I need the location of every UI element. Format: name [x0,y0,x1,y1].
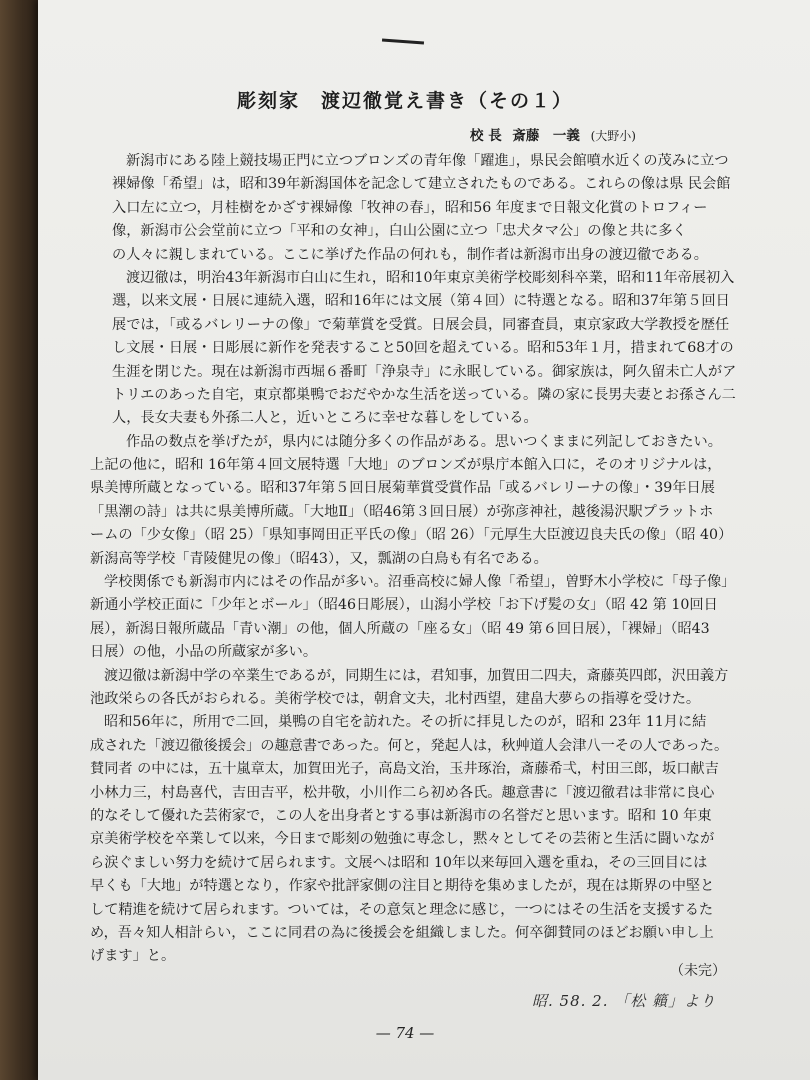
text-line: 渡辺徹は新潟中学の卒業生であるが，同期生には，君知事，加賀田二四夫，斎藤英四郎，沢田義方 [104,667,729,684]
text-line: 上記の他に，昭和 16年第４回文展特選「大地」のブロンズが県庁本館入口に，そのオリジナルは， [90,457,722,474]
author-line [470,124,642,144]
text-line: 県美博所蔵となっている。昭和37年第５回日展菊華賞受賞作品「或るバレリーナの像」・39年日展 [90,480,715,497]
text-line: げます」と。 [90,948,176,965]
text-line: 選，以来文展・日展に連続入選，昭和16年には文展（第４回）に特選となる。昭和37年第５回日 [112,293,730,310]
text-line: トリエのあった自宅，東京都巣鴨でおだやかな生活を送っている。隣の家に長男夫妻とお孫さん二 [112,386,736,403]
text-line: 生涯を閉じた。現在は新潟市西堀６番町「浄泉寺」に永眠している。御家族は，阿久留未亡人がア [112,363,737,380]
text-line: 裸婦像「希望」は，昭和39年新潟国体を記念して建立されたものである。これらの像は県 民会館 [112,176,731,193]
author-name: 斎藤 一義 [512,128,580,144]
author-school: (大野小) [590,129,636,143]
text-line: 成された「渡辺徹後援会」の趣意書であった。何と，発起人は，秋艸道人会津八一その人であった。 [90,737,729,754]
text-line: 像，新潟市公会堂前に立つ「平和の女神」，白山公園に立つ「忠犬タマ公」の像と共に多く [112,223,687,240]
text-line: 「黒潮の詩」は共に県美博所蔵。「大地Ⅱ」（昭46第３回日展）が弥彦神社，越後湯沢駅プラットホ [90,503,714,520]
text-line: め，吾々知人相計らい，ここに同君の為に後援会を組織しました。何卒御賛同のほどお願い申し上 [90,924,714,941]
text-line: ら涙ぐましい努力を続けて居られます。文展へは昭和 10年以来毎回入選を重ね，その三回目には [90,854,708,871]
text-line: 新潟高等学校「青陵健児の像」（昭43），又，瓢湖の白鳥も有名である。 [90,550,548,567]
text-line: 新通小学校正面に「少年とボール」（昭46日彫展），山潟小学校「お下げ髪の女」（昭 42 第 10回日 [90,597,718,614]
text-line: 池政栄らの各氏がおられる。美術学校では，朝倉文夫，北村西望，建畠大夢らの指導を受けた。 [90,690,701,707]
body-text [90,150,752,969]
text-line: 早くも「大地」が特選となり，作家や批評家側の注目と期待を集めましたが，現在は斯界の中堅と [90,878,715,895]
text-line: 京美術学校を卒業して以来，今日まで彫刻の勉強に専念し，黙々としてその芸術と生活に闘いなが [90,831,715,848]
text-line: 人，長女夫妻も外孫二人と，近いところに幸せな暮しをしている。 [112,410,538,427]
text-line: し文展・日展・日彫展に新作を発表すること50回を超えている。昭和53年１月，措まれて68才の [112,340,734,357]
text-line: 昭和56年に，所用で二回，巣鴨の自宅を訪れた。その折に拝見したのが，昭和 23年 11月に結 [104,714,707,731]
text-line: 作品の数点を挙げたが，県内には随分多くの作品がある。思いつくままに列記しておきたい。 [126,433,722,450]
text-line: 学校関係でも新潟市内にはその作品が多い。沼垂高校に婦人像「希望」，曽野木小学校に「母子像」 [104,574,736,591]
text-line: の人々に親しまれている。ここに挙げた作品の何れも，制作者は新潟市出身の渡辺徹である。 [112,246,708,263]
text-line: 的なそして優れた芸術家で，この人を出身者とする事は新潟市の名誉だと思います。昭和 10 年東 [90,807,712,824]
unfinished-note: （未完） [670,963,726,979]
text-line: して精進を続けて居られます。ついては，その意気と理念に感じ，一つにはその生活を支援するた [90,901,714,918]
text-line: 賛同者 の中には，五十嵐章太，加賀田光子，高島文治，玉井琢治，斎藤希弌，村田三郎，坂口献吉 [90,761,719,778]
text-line: 展），新潟日報所蔵品「青い潮」の他，個人所蔵の「座る女」（昭 49 第６回日展），「裸婦」（昭43 [90,620,710,637]
document-title: 彫刻家 渡辺徹覚え書き（その１） [236,90,573,112]
text-line: 展では，「或るバレリーナの像」で菊華賞を受賞。日展会員，同審査員，東京家政大学教授を歴任 [112,316,730,333]
text-line: 入口左に立つ，月桂樹をかざす裸婦像「牧神の春」，昭和56 年度まで日報文化賞のトロフィー [112,199,708,216]
text-line: 新潟市にある陸上競技場正門に立つブロンズの青年像「躍進」，県民会館噴水近くの茂みに立つ [126,153,729,169]
text-line: ームの「少女像」（昭 25）「県知事岡田正平氏の像」（昭 26）「元厚生大臣渡辺良夫氏の像」（昭 40） [90,527,733,544]
author-role: 校 長 [470,128,502,144]
text-line: 渡辺徹は，明治43年新潟市白山に生れ，昭和10年東京美術学校彫刻科卒業，昭和11年帝展初入 [126,269,735,286]
page-number: — 74 — [375,1024,435,1042]
text-line: 小林力三，村島喜代，吉田吉平，松井敬，小川作二ら初め各氏。趣意書に「渡辺徹君は非常に良心 [90,784,715,801]
text-line: 日展）の他，小品の所蔵家が多い。 [90,644,318,661]
source-note: 昭. 58. 2. 「松 籟」より [532,992,717,1010]
